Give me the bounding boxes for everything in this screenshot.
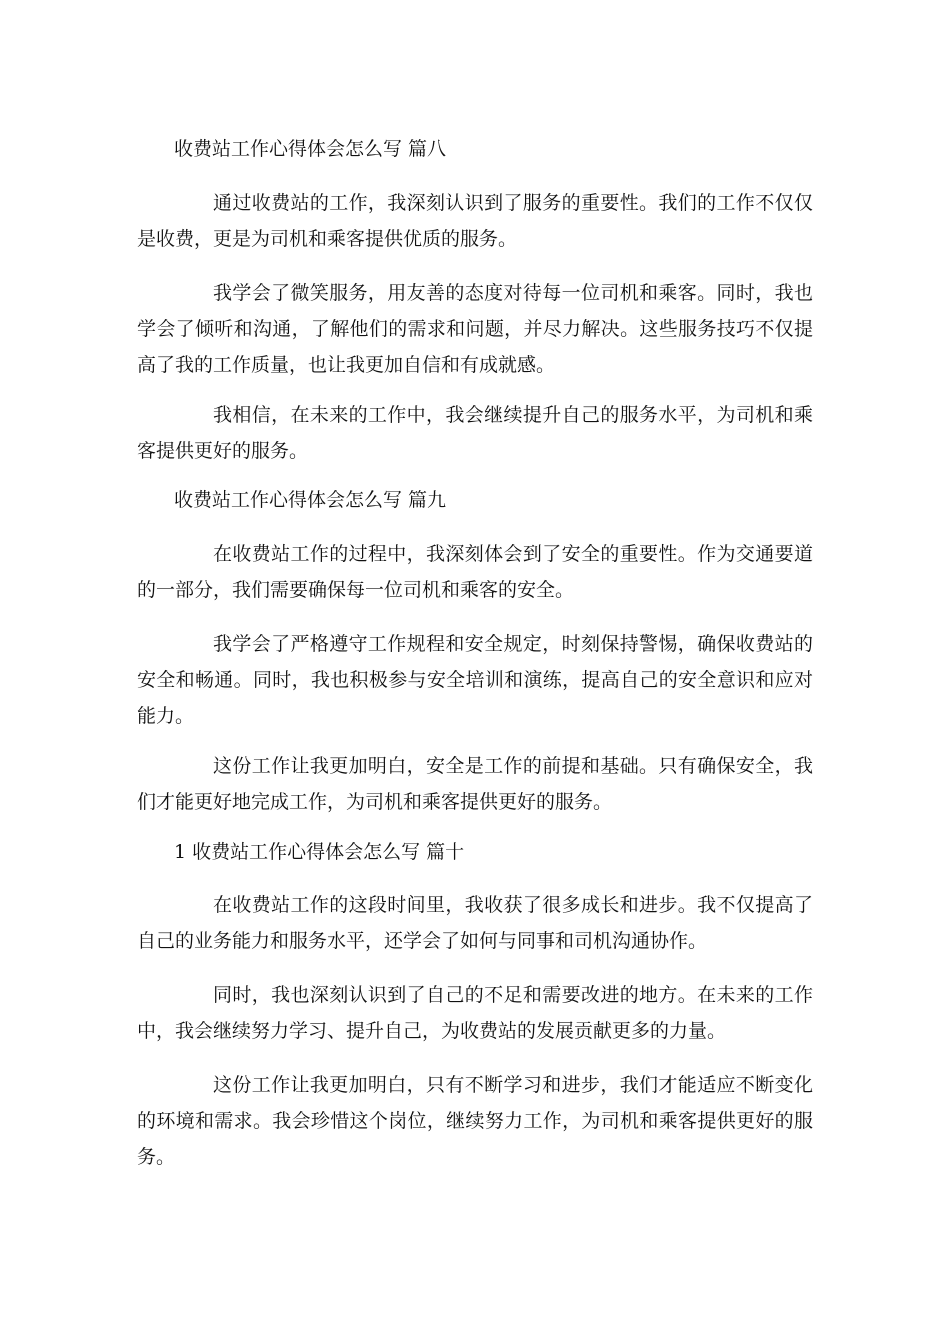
- section-heading: 收费站工作心得体会怎么写 篇九: [174, 489, 447, 511]
- paragraph: 在收费站工作的这段时间里，我收获了很多成长和进步。我不仅提高了自己的业务能力和服务水平，还学会了如何与同事和司机沟通协作。: [137, 894, 813, 952]
- paragraph: 这份工作让我更加明白，安全是工作的前提和基础。只有确保安全，我们才能更好地完成工作，为司机和乘客提供更好的服务。: [137, 755, 813, 813]
- paragraph: 我学会了严格遵守工作规程和安全规定，时刻保持警惕，确保收费站的安全和畅通。同时，我也积极参与安全培训和演练，提高自己的安全意识和应对能力。: [137, 633, 813, 727]
- paragraph: 我学会了微笑服务，用友善的态度对待每一位司机和乘客。同时，我也学会了倾听和沟通，了解他们的需求和问题，并尽力解决。这些服务技巧不仅提高了我的工作质量，也让我更加自信和有成就感。: [137, 282, 813, 376]
- section-heading: 收费站工作心得体会怎么写 篇八: [174, 138, 447, 160]
- paragraph: 我相信，在未来的工作中，我会继续提升自己的服务水平，为司机和乘客提供更好的服务。: [137, 404, 813, 462]
- paragraph: 在收费站工作的过程中，我深刻体会到了安全的重要性。作为交通要道的一部分，我们需要确保每一位司机和乘客的安全。: [137, 543, 813, 601]
- section-heading: 1 收费站工作心得体会怎么写 篇十: [174, 841, 465, 863]
- paragraph: 这份工作让我更加明白，只有不断学习和进步，我们才能适应不断变化的环境和需求。我会珍惜这个岗位，继续努力工作，为司机和乘客提供更好的服务。: [137, 1074, 813, 1168]
- paragraph: 同时，我也深刻认识到了自己的不足和需要改进的地方。在未来的工作中，我会继续努力学习、提升自己，为收费站的发展贡献更多的力量。: [137, 984, 813, 1042]
- paragraph: 通过收费站的工作，我深刻认识到了服务的重要性。我们的工作不仅仅是收费，更是为司机和乘客提供优质的服务。: [137, 192, 813, 250]
